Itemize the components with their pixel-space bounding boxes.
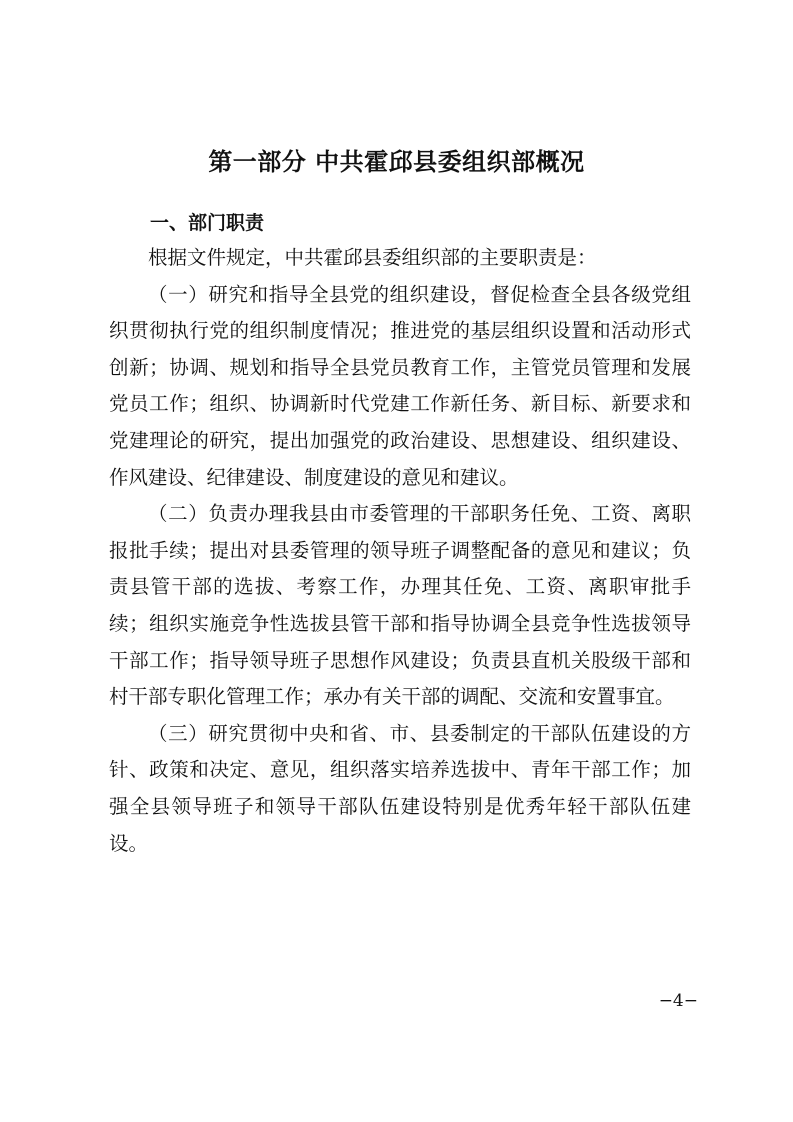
duty-paragraph-3: （三）研究贯彻中央和省、市、县委制定的干部队伍建设的方针、政策和决定、意见，组织落实培养选拔中、青年干部工作；加强全县领导班子和领导干部队伍建设特别是优秀年轻干部队伍建设。 — [109, 721, 691, 855]
intro-paragraph: 根据文件规定，中共霍邱县委组织部的主要职责是： — [148, 246, 597, 269]
page-number: −4− — [658, 991, 698, 1011]
duty-paragraph-1: （一）研究和指导全县党的组织建设，督促检查全县各级党组织贯彻执行党的组织制度情况；推进党的基层组织设置和活动形式创新；协调、规划和指导全县党员教育工作，主管党员管理和发展党员工作；组织、协调新时代党建工作新任务、新目标、新要求和党建理论的研究，提出加强党的政治建设、思想建设、组织建设、作风建设、纪律建设、制度建设的意见和建议。 — [109, 282, 691, 489]
duty-paragraph-2: （二）负责办理我县由市委管理的干部职务任免、工资、离职报批手续；提出对县委管理的领导班子调整配备的意见和建议；负责县管干部的选拔、考察工作，办理其任免、工资、离职审批手续；组织实施竞争性选拔县管干部和指导协调全县竞争性选拔领导干部工作；指导领导班子思想作风建设；负责县直机关股级干部和村干部专职化管理工作；承办有关干部的调配、交流和安置事宜。 — [109, 502, 691, 709]
page-title: 第一部分 中共霍邱县委组织部概况 — [208, 148, 585, 176]
section-heading: 一、部门职责 — [150, 212, 265, 234]
body-text — [109, 240, 691, 862]
